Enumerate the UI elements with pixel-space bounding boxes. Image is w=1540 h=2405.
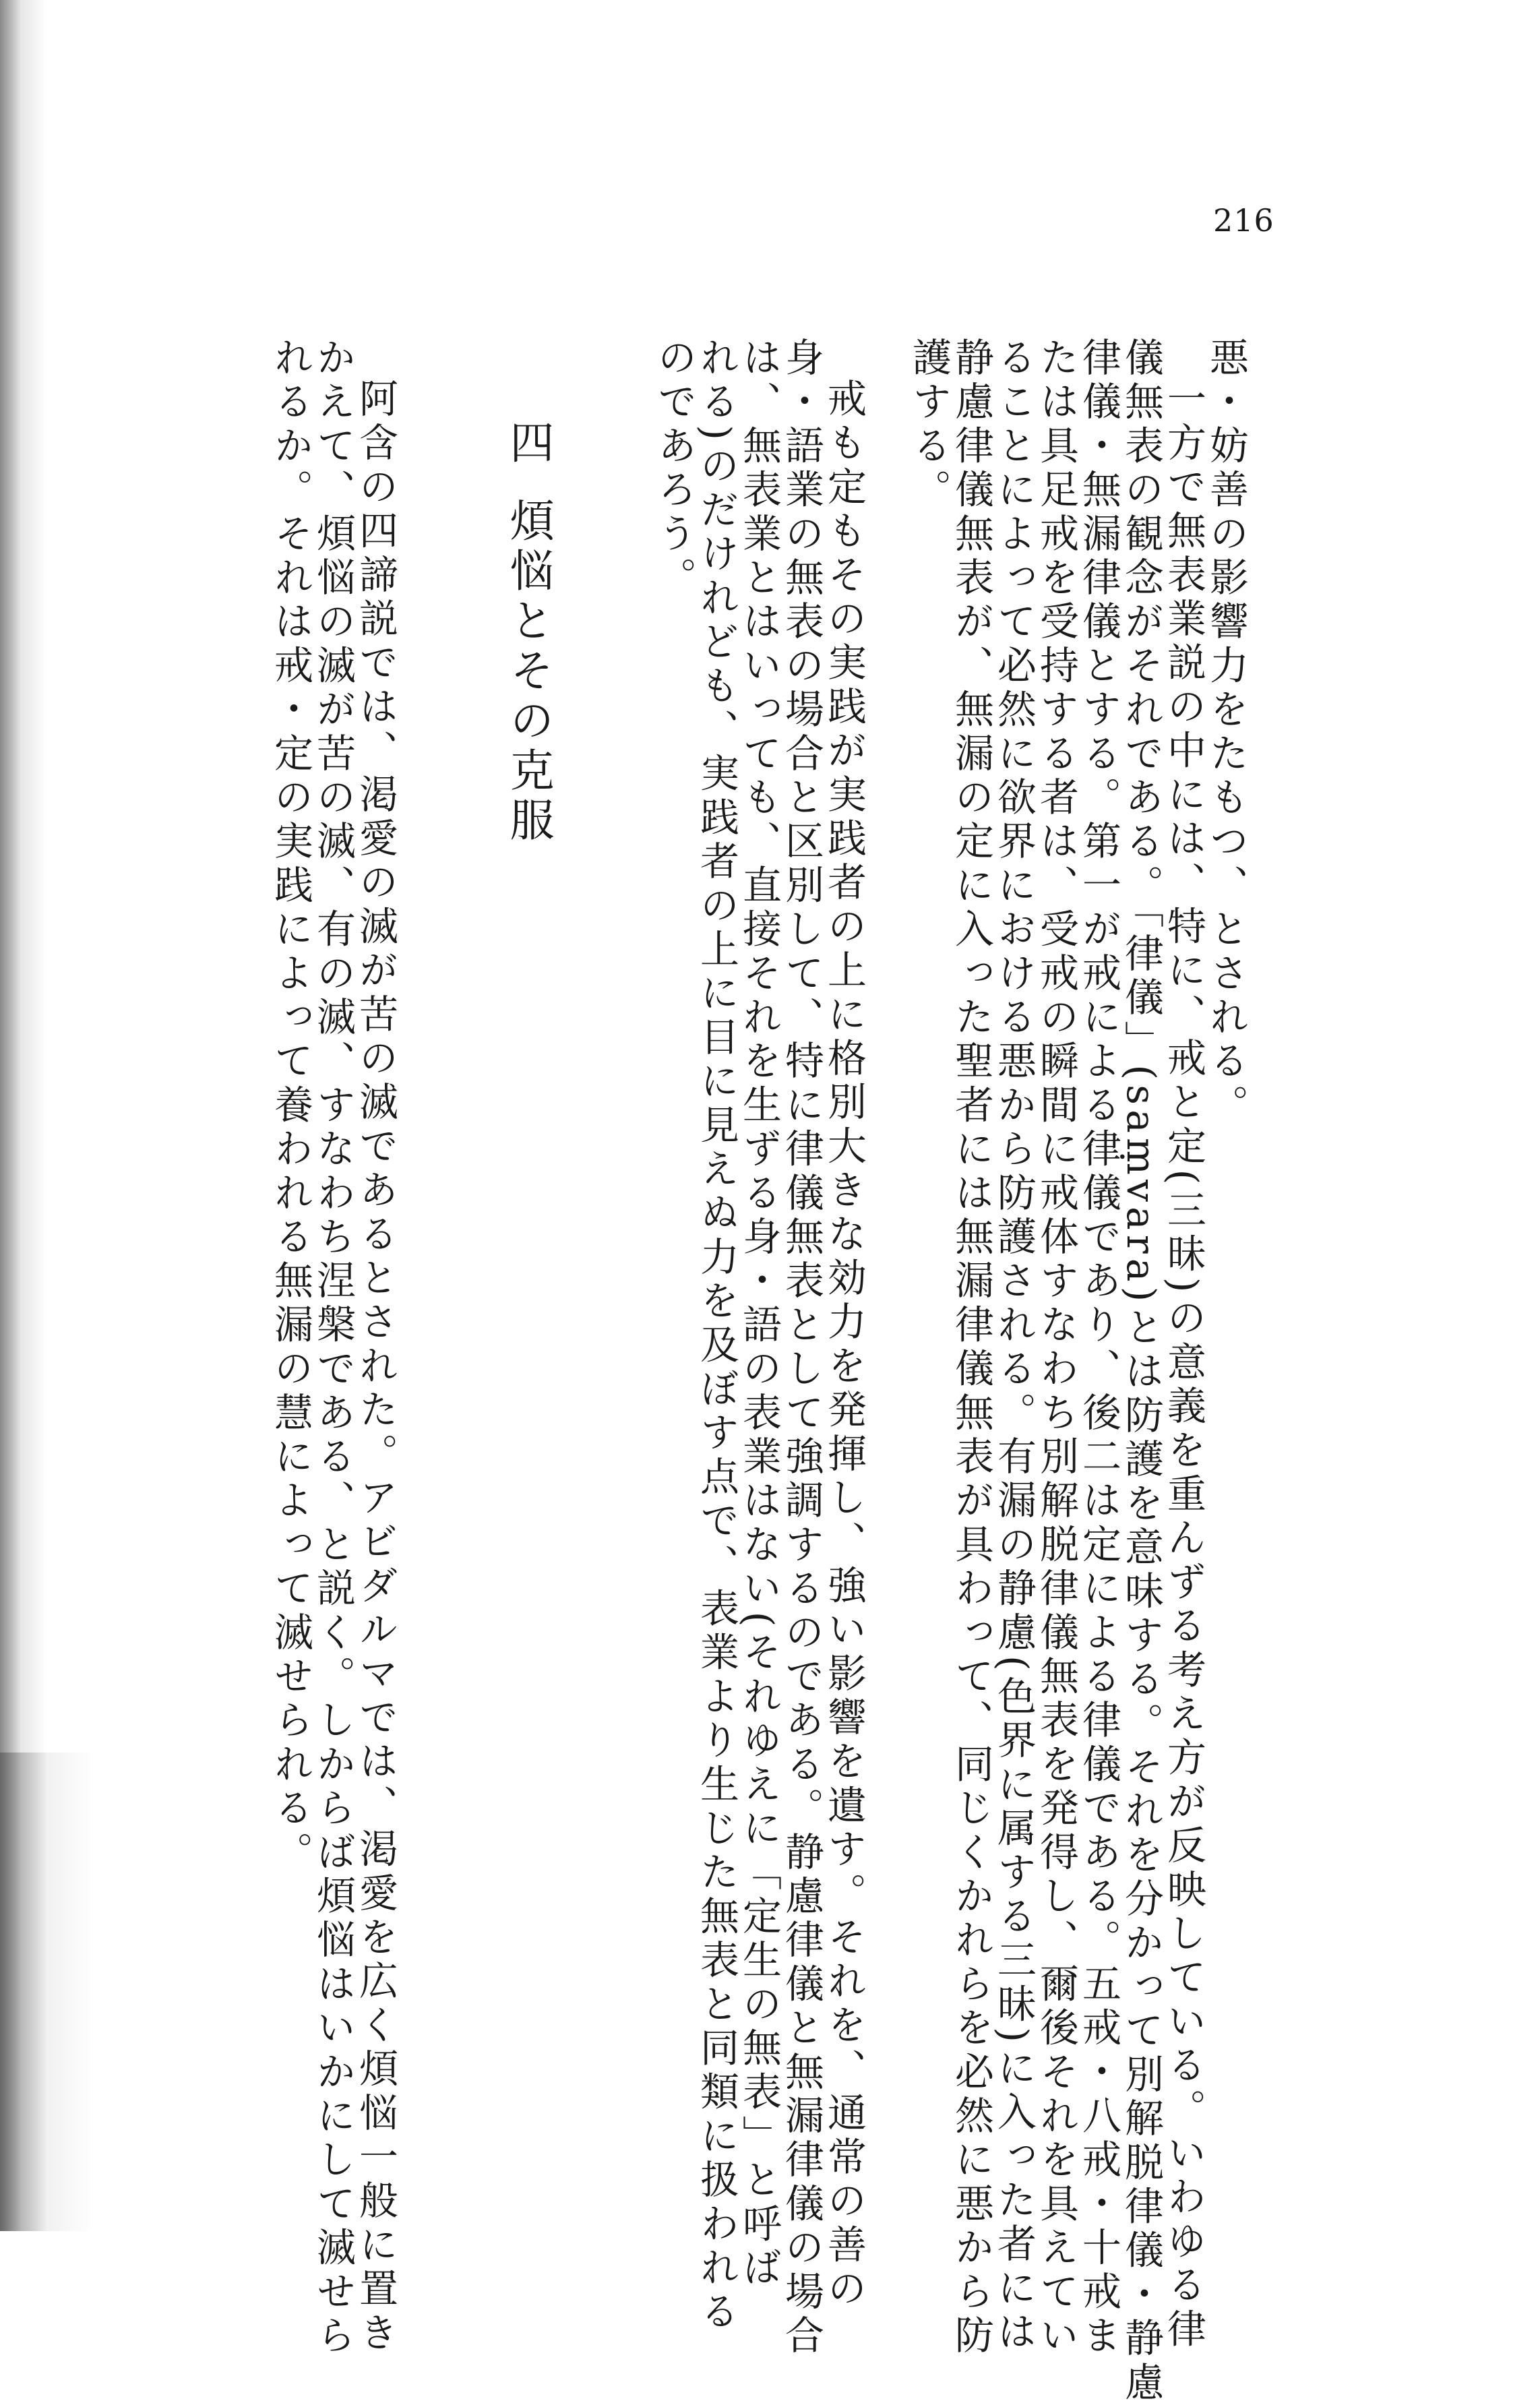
section-title: 煩悩とその克服 — [502, 497, 554, 847]
section-number: 四 — [502, 419, 554, 464]
text-column: 一方で無表業説の中には、特に、戒と定(三昧)の意義を重んずる考え方が反映している。いわゆる律 — [1161, 378, 1206, 2352]
text-column: 律儀・無漏律儀とする。第一が戒による律儀であり、後二は定による律儀である。五戒・八戒・十戒ま — [1076, 337, 1121, 2359]
scan-edge-shadow-bottom — [0, 1753, 94, 2231]
text-column: は、無表業とはいっても、直接それを生ずる身・語の表業はない(それゆえに「定生の無表」と呼ば — [736, 337, 782, 2291]
text-column: かえて、煩悩の滅が苦の滅、有の滅、すなわち涅槃である、と説く。しからば煩悩はいかにして滅せら — [310, 337, 356, 2359]
text-column: 身・語業の無表の場合と区別して、特に律儀無表として強調するのである。静慮律儀と無漏律儀の場合 — [778, 337, 824, 2359]
text-column: ることによって必然に欲界における悪から防護される。有漏の静慮(色界に属する三昧)に入った者には — [991, 337, 1037, 2355]
text-column: たは具足戒を受持する者は、受戒の瞬間に戒体すなわち別解脱律儀無表を発得し、爾後それを具えてい — [1033, 337, 1079, 2359]
page-number: 216 — [1213, 202, 1274, 239]
text-column: れる)のだけれども、実践者の上に目に見えぬ力を及ぼす点で、表業より生じた無表と同類に扱われる — [694, 337, 739, 2335]
text-column: 悪・妨善の影響力をたもつ、とされる。 — [1203, 337, 1249, 1128]
text-column: 儀無表の観念がそれである。「律儀」(saṃvara)とは防護を意味する。それを分かって別解脱律儀・静慮 — [1118, 337, 1164, 2405]
text-column: 静慮律儀無表が、無漏の定に入った聖者には無漏律儀無表が具わって、同じくかれらを必然に悪から防 — [948, 337, 994, 2359]
text-column: のであろう。 — [651, 337, 697, 601]
section-heading — [502, 419, 554, 847]
text-column: 阿含の四諦説では、渇愛の滅が苦の滅であるとされた。アビダルマでは、渇愛を広く煩悩一般に置き — [352, 378, 398, 2356]
text-column: れるか。それは戒・定の実践によって養われる無漏の慧によって滅せられる。 — [268, 337, 313, 1875]
text-column: 護する。 — [906, 337, 952, 513]
text-column: 戒も定もその実践が実践者の上に格別大きな効力を発揮し、強い影響を遺す。それを、通常の善の — [821, 378, 867, 2312]
